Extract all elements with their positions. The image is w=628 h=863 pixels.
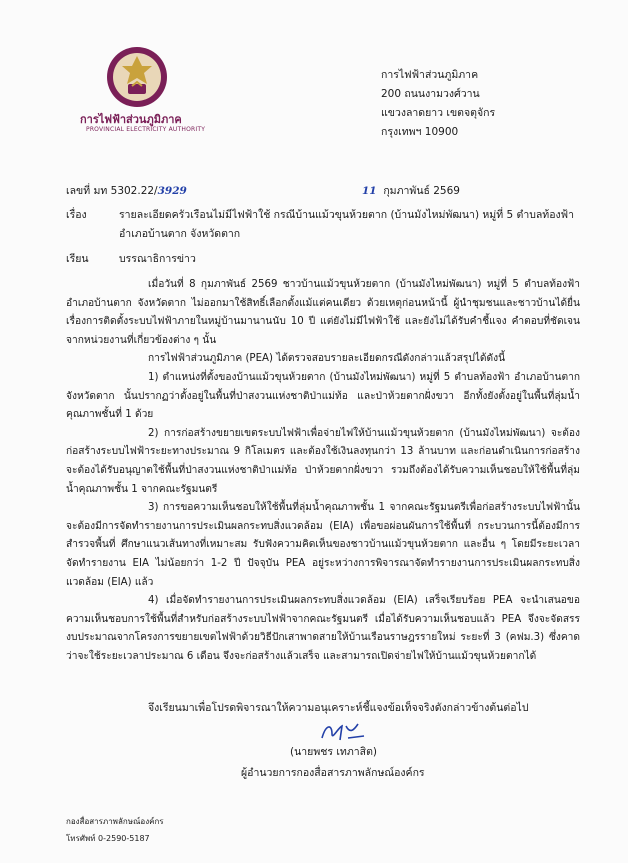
subject-label: เรื่อง	[66, 209, 87, 221]
date-day-handwritten: 11	[362, 185, 377, 197]
signer-name: (นายพชร เทภาสิต)	[290, 746, 377, 758]
body-paragraph: 4) เมื่อจัดทำรายงานการประเมินผลกระทบสิ่งแวดล้อม (EIA) เสร็จเรียบร้อย PEA จะนำเสนอขอความเห็นชอบการใช้พื้นที่สำหรับก่อสร้างระบบไฟฟ้าจากคณะรัฐมนตรี เมื่อได้รับความเห็นชอบแล้ว PEA จึงจะจัดสรรงบประมาณจากโครงการขยายเขตไฟฟ้าด้วยวิธีปักเสาพาดสายให้บ้านเรือนราษฎรรายใหม่ ระยะที่ 3 (คฟม.3) ซึ่งคาดว่าจะใช้ระยะเวลาประมาณ 6 เดือน จึงจะก่อสร้างแล้วเสร็จ และสามารถเปิดจ่ายไฟให้บ้านแม้วขุนห้วยตากได้	[66, 595, 580, 662]
org-name-en: PROVINCIAL ELECTRICITY AUTHORITY	[86, 126, 206, 133]
letter-date	[362, 182, 460, 199]
address-line: 200 ถนนงามวงศ์วาน	[381, 88, 480, 100]
sender-address	[381, 66, 495, 142]
body-paragraph: 2) การก่อสร้างขยายเขตระบบไฟฟ้าเพื่อจ่ายไฟให้บ้านแม้วขุนห้วยตาก (บ้านมังไหม่พัฒนา) จะต้องก่อสร้างระบบไฟฟ้าระยะทางประมาณ 9 กิโลเมตร และต้องใช้เงินลงทุนกว่า 13 ล้านบาท และก่อนดำเนินการก่อสร้างจะต้องได้รับอนุญาตใช้พื้นที่ป่าสงวนแห่งชาติป่าแม่ท้อ ป่าห้วยตากฝั่งขวา รวมถึงต้องได้รับความเห็นชอบให้ใช้พื้นที่ลุ่มน้ำคุณภาพชั้น 1 จากคณะรัฐมนตรี	[66, 427, 580, 495]
pea-logo	[106, 46, 168, 108]
footer-phone: โทรศัพท์ 0-2590-5187	[66, 834, 150, 843]
signer-title: ผู้อำนวยการกองสื่อสารภาพลักษณ์องค์กร	[241, 767, 425, 779]
body-paragraph: การไฟฟ้าส่วนภูมิภาค (PEA) ได้ตรวจสอบรายละเอียดกรณีดังกล่าวแล้วสรุปได้ดังนี้	[148, 353, 506, 365]
subject-text: รายละเอียดครัวเรือนไม่มีไฟฟ้าใช้ กรณีบ้านแม้วขุนห้วยตาก (บ้านมังไหม่พัฒนา) หมู่ที่ 5 ตำบลท้องฟ้า อำเภอบ้านตาก จังหวัดตาก	[119, 209, 574, 240]
handwritten-signature	[318, 720, 368, 744]
date-month-year: กุมภาพันธ์ 2569	[383, 185, 460, 197]
address-line: การไฟฟ้าส่วนภูมิภาค	[381, 69, 479, 81]
footer-department: กองสื่อสารภาพลักษณ์องค์กร	[66, 817, 164, 826]
closing-line: จึงเรียนมาเพื่อโปรดพิจารณาให้ความอนุเคราะห์ชี้แจงข้อเท็จจริงดังกล่าวข้างต้นต่อไป	[148, 702, 529, 714]
body-paragraph: เมื่อวันที่ 8 กุมภาพันธ์ 2569 ชาวบ้านแม้วขุนห้วยตาก (บ้านมังไหม่พัฒนา) หมู่ที่ 5 ตำบลท้องฟ้า อำเภอบ้านตาก จังหวัดตาก ไม่ออกมาใช้สิทธิ์เลือกตั้งแม้แต่คนเดียว ด้วยเหตุก่อนหน้านี้ ผู้นำชุมชนและชาวบ้านได้ยื่นเรื่องการติดตั้งระบบไฟฟ้าภายในหมู่บ้านมานานนับ 10 ปี แต่ยังไม่มีไฟฟ้าใช้ และยังไม่ได้รับคำชี้แจง คำตอบที่ชัดเจนจากหน่วยงานที่เกี่ยวข้องต่าง ๆ นั้น	[66, 279, 580, 346]
recipient-text: บรรณาธิการข่าว	[119, 253, 196, 265]
document-number	[66, 182, 187, 199]
org-name-th: การไฟฟ้าส่วนภูมิภาค	[80, 113, 182, 126]
body-paragraph: 3) การขอความเห็นชอบให้ใช้พื้นที่ลุ่มน้ำคุณภาพชั้น 1 จากคณะรัฐมนตรีเพื่อก่อสร้างระบบไฟฟ้านั้น จะต้องมีการจัดทำรายงานการประเมินผลกระทบสิ่งแวดล้อม (EIA) เพื่อขอผ่อนผันการใช้พื้นที่ กระบวนการนี้ต้องมีการสำรวจพื้นที่ ศึกษาแนวเส้นทางที่เหมาะสม รับฟังความคิดเห็นของชาวบ้านแม้วขุนห้วยตาก และอื่น ๆ โดยมีระยะเวลาจัดทำรายงาน EIA ไม่น้อยกว่า 1-2 ปี ปัจจุบัน PEA อยู่ระหว่างการพิจารณาจัดทำรายงานการประเมินผลกระทบสิ่งแวดล้อม (EIA) แล้ว	[66, 502, 580, 588]
letter-body	[66, 276, 580, 666]
recipient-label: เรียน	[66, 253, 89, 265]
footer-contact	[66, 813, 164, 847]
address-line: กรุงเทพฯ 10900	[381, 126, 459, 138]
address-line: แขวงลาดยาว เขตจตุจักร	[381, 107, 496, 119]
body-paragraph: 1) ตำแหน่งที่ตั้งของบ้านแม้วขุนห้วยตาก (บ้านมังไหม่พัฒนา) หมู่ที่ 5 ตำบลท้องฟ้า อำเภอบ้านตาก จังหวัดตาก นั้นปรากฏว่าตั้งอยู่ในพื้นที่ป่าสงวนแห่งชาติป่าแม่ท้อ และป่าห้วยตากฝั่งขวา อีกทั้งยังตั้งอยู่ในพื้นที่ลุ่มน้ำคุณภาพชั้นที่ 1 ด้วย	[66, 371, 580, 421]
doc-number-prefix: เลขที่ มท 5302.22/	[66, 185, 158, 197]
doc-number-handwritten: 3929	[157, 185, 187, 197]
